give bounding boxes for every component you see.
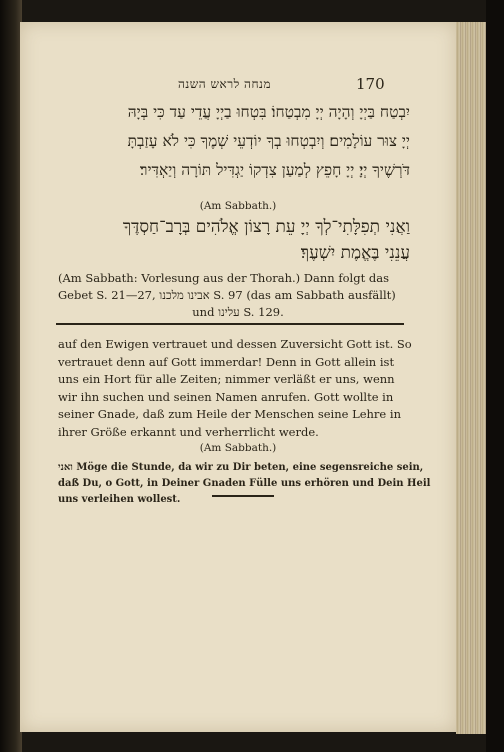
page-stack-edge <box>456 22 486 734</box>
instruction-text: S. 97 (das am Sabbath ausfällt) <box>209 288 396 302</box>
prayer-hebrew-word: ואני <box>58 462 73 473</box>
prayer-line: daß Du, o Gott, in Deiner Gnaden Fülle uns erhören und Dein Heil <box>58 478 431 489</box>
page-header <box>20 74 456 94</box>
prayer-text: Möge die Stunde, da wir zu Dir beten, eine segensreiche sein, <box>72 462 424 473</box>
sabbath-label: (Am Sabbath.) <box>199 442 277 454</box>
running-title: מנחה לראש השנה <box>178 77 272 91</box>
end-rule <box>212 495 274 497</box>
hebrew-prayer <box>60 214 410 266</box>
instruction-line <box>58 287 418 304</box>
german-line: vertrauet denn auf Gott immerdar! Denn in Gott allein ist <box>58 354 395 369</box>
section-divider <box>56 323 404 325</box>
prayer-line: uns verleihen wollest. <box>58 494 181 505</box>
german-line: ihrer Größe erkannt und verherrlicht werde. <box>58 424 319 439</box>
instruction-note <box>58 270 418 321</box>
book-spine-shadow <box>0 0 22 752</box>
instruction-hebrew: אבינו מלכנו <box>159 288 210 302</box>
instruction-text: und <box>192 305 219 319</box>
instruction-text: Gebet S. 21—27, <box>58 288 160 302</box>
instruction-line <box>58 304 418 321</box>
hebrew-line: דֹּרְשֶׁיךָ יְיָ׃ יְיָ חָפֵץ לְמַעַן צִדְקוֹ יַגְדִּיל תּוֹרָה וְיַאְדִּיר׃ <box>139 161 410 179</box>
background-edge <box>486 0 504 752</box>
book-page <box>20 22 456 732</box>
sabbath-label: (Am Sabbath.) <box>199 200 277 212</box>
german-line: auf den Ewigen vertrauet und dessen Zuversicht Gott ist. So <box>58 337 412 351</box>
german-passage <box>58 336 412 441</box>
hebrew-line: יִבְטַח בַּיְיָ וְהָיָה יְיָ מִבְטַחוֹ׃ בִּטְחוּ בַיְיָ עֲדֵי עַד כִּי בְּיָהּ <box>127 103 410 121</box>
german-prayer <box>58 460 431 508</box>
hebrew-line: יְיָ צוּר עוֹלָמִים׃ וְיִבְטְחוּ בְךָ יוֹדְעֵי שְׁמֶךָ כִּי לֹא עָזַבְתָּ <box>127 132 410 150</box>
german-line: uns ein Hort für alle Zeiten; nimmer verläßt er uns, wenn <box>58 372 395 386</box>
instruction-hebrew: עלינו <box>218 305 240 319</box>
hebrew-prayer-line: עֲנֵנִי בֶּאֱמֶת יִשְׁעֶךָ׃ <box>300 243 410 263</box>
german-line: seiner Gnade, daß zum Heile der Menschen seine Lehre in <box>58 407 401 421</box>
page-number: 170 <box>356 75 385 93</box>
instruction-text: S. 129. <box>239 305 284 319</box>
german-line: wir ihn suchen und seinen Namen anrufen. Gott wollte in <box>58 389 394 404</box>
prayer-line <box>58 460 424 476</box>
hebrew-passage <box>50 98 410 185</box>
hebrew-prayer-line: וַאֲנִי תְפִלָּתִי־לְךָ יְיָ עֵת רָצוֹן אֱלֹהִים בְּרָב־חַסְדֶּךָ <box>122 217 410 237</box>
instruction-line: (Am Sabbath: Vorlesung aus der Thorah.) Dann folgt das <box>58 271 389 285</box>
